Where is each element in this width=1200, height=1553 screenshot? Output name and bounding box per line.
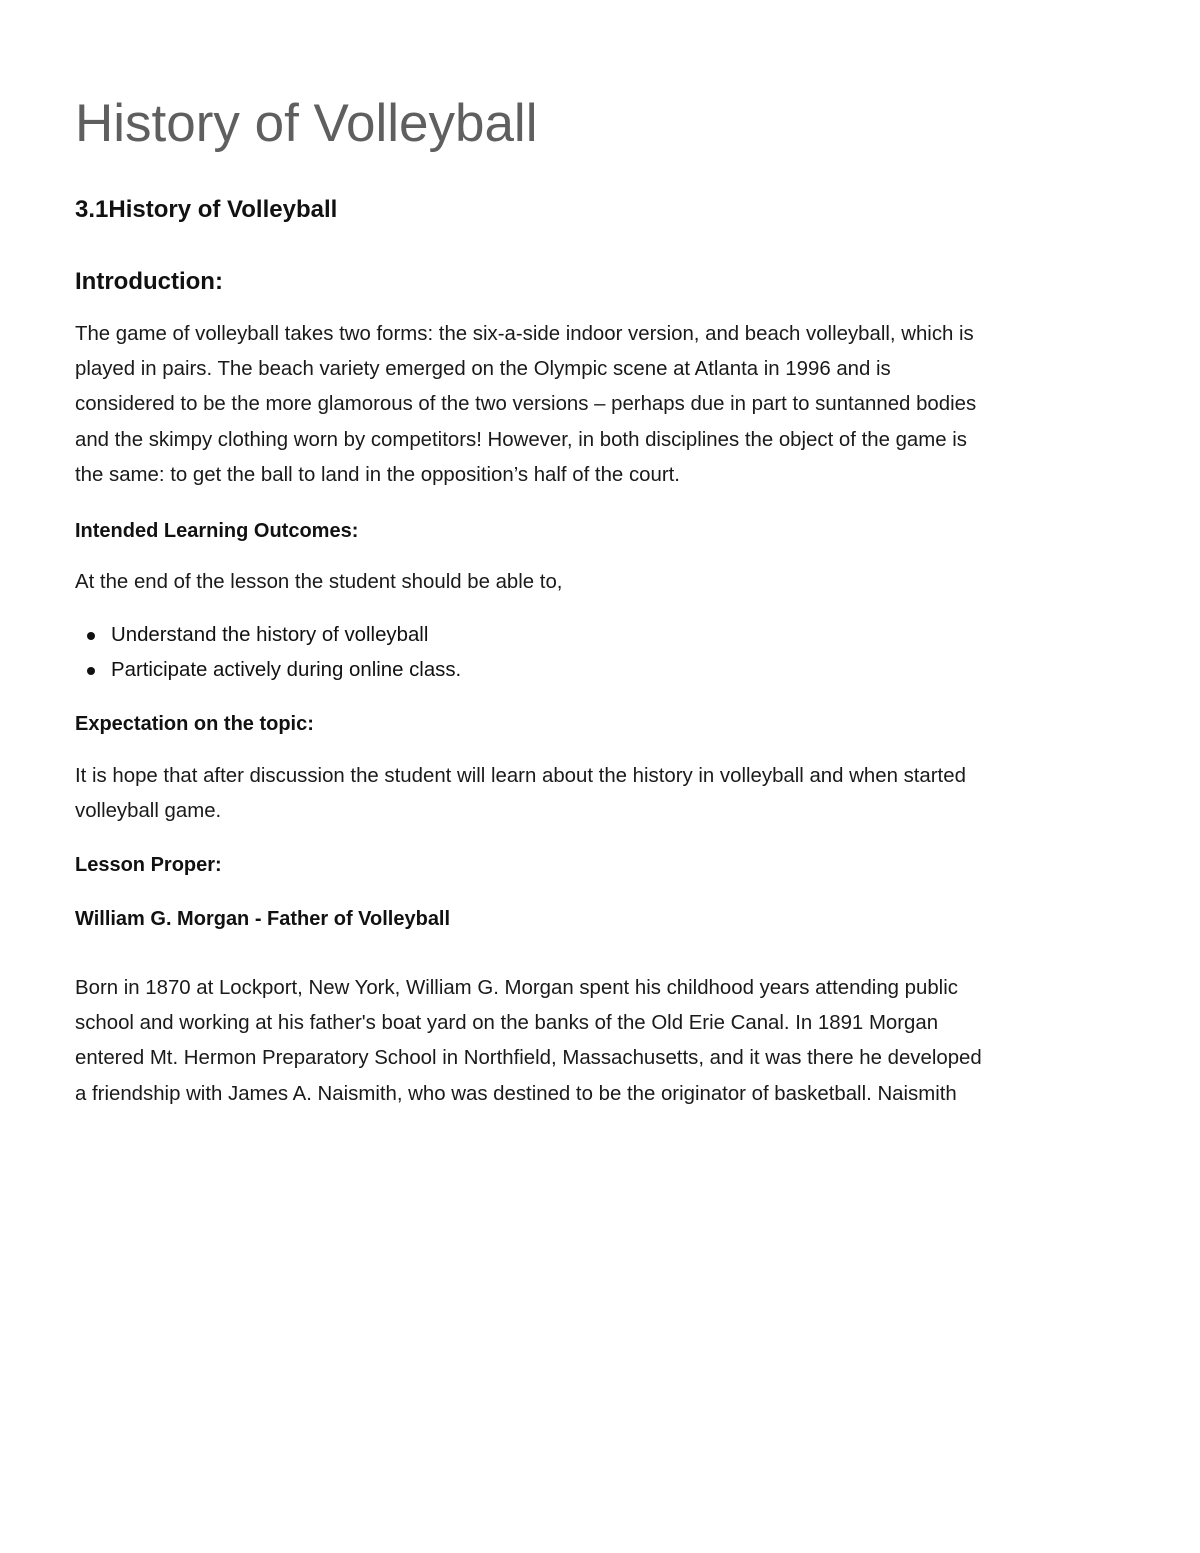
paragraph-line: Born in 1870 at Lockport, New York, William G. Morgan spent his childhood years attending public (75, 977, 958, 999)
expectation-paragraph (75, 759, 966, 829)
paragraph-line: played in pairs. The beach variety emerged on the Olympic scene at Atlanta in 1996 and is (75, 358, 891, 381)
bullet-icon (87, 667, 95, 675)
paragraph-line: volleyball game. (75, 800, 222, 823)
outcomes-heading: Intended Learning Outcomes: (75, 520, 359, 542)
list-item (75, 653, 461, 688)
outcomes-lead-text (75, 565, 562, 600)
list-item-text: Understand the history of volleyball (111, 624, 429, 646)
list-item (75, 618, 461, 653)
paragraph-line: school and working at his father's boat yard on the banks of the Old Erie Canal. In 1891 Morgan (75, 1012, 939, 1035)
introduction-heading: Introduction: (75, 268, 223, 295)
expectation-heading: Expectation on the topic: (75, 713, 314, 735)
bullet-icon (87, 632, 95, 640)
paragraph-line: The game of volleyball takes two forms: the six-a-side indoor version, and beach volleyball, which is (75, 323, 974, 345)
morgan-subheading: William G. Morgan - Father of Volleyball (75, 908, 451, 930)
paragraph-line: entered Mt. Hermon Preparatory School in Northfield, Massachusetts, and it was there he developed (75, 1047, 982, 1070)
paragraph-line: and the skimpy clothing worn by competitors! However, in both disciplines the object of the game is (75, 428, 967, 451)
introduction-paragraph (75, 317, 976, 493)
outcomes-list (75, 618, 461, 688)
document-title: History of Volleyball (75, 94, 538, 153)
lesson-proper-heading: Lesson Proper: (75, 854, 222, 876)
morgan-paragraph (75, 971, 982, 1112)
paragraph-line: considered to be the more glamorous of the two versions – perhaps due in part to suntanned bodies (75, 393, 977, 416)
list-item-text: Participate actively during online class. (111, 659, 462, 682)
paragraph-line: It is hope that after discussion the student will learn about the history in volleyball and when started (75, 765, 966, 787)
section-heading: 3.1History of Volleyball (75, 196, 338, 223)
paragraph-line: a friendship with James A. Naismith, who was destined to be the originator of basketball. Naismith (75, 1082, 957, 1105)
paragraph-line: At the end of the lesson the student should be able to, (75, 571, 563, 593)
paragraph-line: the same: to get the ball to land in the opposition’s half of the court. (75, 463, 680, 486)
